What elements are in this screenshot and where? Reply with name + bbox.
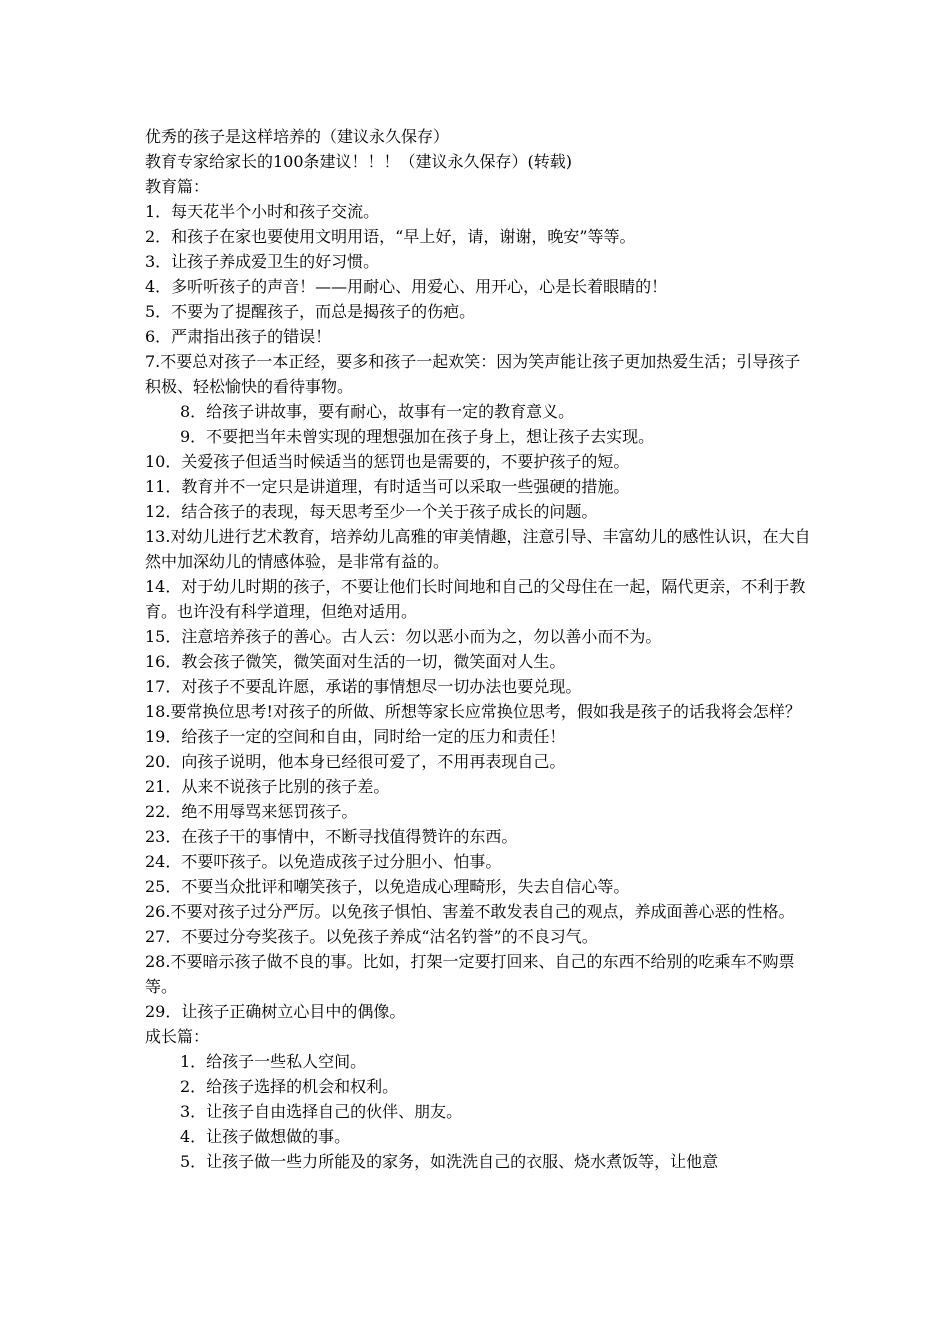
growth-item: 2．给孩子选择的机会和权利。 bbox=[180, 1077, 399, 1096]
education-item: 13.对幼儿进行艺术教育，培养幼儿高雅的审美情趣，注意引导、丰富幼儿的感性认识，在大自然中加深幼儿的情感体验，是非常有益的。 bbox=[145, 527, 811, 571]
education-item: 2．和孩子在家也要使用文明用语，“早上好，请，谢谢，晚安”等等。 bbox=[145, 227, 636, 246]
education-item: 5．不要为了提醒孩子，而总是揭孩子的伤疤。 bbox=[145, 302, 476, 321]
growth-item: 4．让孩子做想做的事。 bbox=[180, 1127, 351, 1146]
education-item: 11．教育并不一定只是讲道理，有时适当可以采取一些强硬的措施。 bbox=[145, 477, 630, 496]
education-item: 7.不要总对孩子一本正经，要多和孩子一起欢笑：因为笑声能让孩子更加热爱生活；引导孩子积极、轻松愉快的看待事物。 bbox=[145, 352, 801, 396]
education-item: 14．对于幼儿时期的孩子，不要让他们长时间地和自己的父母住在一起，隔代更亲，不利于教育。也许没有科学道理，但绝对适用。 bbox=[145, 577, 806, 621]
education-item: 1．每天花半个小时和孩子交流。 bbox=[145, 202, 380, 221]
education-item: 28.不要暗示孩子做不良的事。比如，打架一定要打回来、自己的东西不给别的吃乘车不购票等。 bbox=[145, 952, 795, 996]
section-heading-education: 教育篇： bbox=[145, 177, 210, 196]
section-heading-growth: 成长篇： bbox=[145, 1027, 210, 1046]
education-item: 12．结合孩子的表现，每天思考至少一个关于孩子成长的问题。 bbox=[145, 502, 598, 521]
document-page bbox=[145, 124, 815, 1174]
growth-item: 3．让孩子自由选择自己的伙伴、朋友。 bbox=[180, 1102, 463, 1121]
education-item: 10．关爱孩子但适当时候适当的惩罚也是需要的，不要护孩子的短。 bbox=[145, 452, 630, 471]
education-item: 16．教会孩子微笑，微笑面对生活的一切，微笑面对人生。 bbox=[145, 652, 566, 671]
education-item: 26.不要对孩子过分严厉。以免孩子惧怕、害羞不敢发表自己的观点，养成面善心恶的性格。 bbox=[145, 902, 795, 921]
education-item: 9．不要把当年未曾实现的理想强加在孩子身上，想让孩子去实现。 bbox=[180, 427, 655, 446]
education-item: 20．向孩子说明，他本身已经很可爱了，不用再表现自己。 bbox=[145, 752, 566, 771]
growth-item: 5．让孩子做一些力所能及的家务，如洗洗自己的衣服、烧水煮饭等，让他意 bbox=[180, 1152, 719, 1171]
education-item: 4．多听听孩子的声音！——用耐心、用爱心、用开心，心是长着眼睛的！ bbox=[145, 277, 668, 296]
document-subtitle: 教育专家给家长的100条建议！！！（建议永久保存）(转载) bbox=[145, 152, 573, 171]
growth-item: 1．给孩子一些私人空间。 bbox=[180, 1052, 367, 1071]
education-item: 23．在孩子干的事情中，不断寻找值得赞许的东西。 bbox=[145, 827, 518, 846]
education-item: 15．注意培养孩子的善心。古人云：勿以恶小而为之，勿以善小而不为。 bbox=[145, 627, 662, 646]
education-item: 27．不要过分夸奖孩子。以免孩子养成“沽名钓誉”的不良习气。 bbox=[145, 927, 598, 946]
education-item: 6．严肃指出孩子的错误！ bbox=[145, 327, 332, 346]
education-item: 25．不要当众批评和嘲笑孩子，以免造成心理畸形，失去自信心等。 bbox=[145, 877, 630, 896]
education-item: 24．不要吓孩子。以免造成孩子过分胆小、怕事。 bbox=[145, 852, 502, 871]
education-item: 22．绝不用辱骂来惩罚孩子。 bbox=[145, 802, 358, 821]
education-item: 18.要常换位思考!对孩子的所做、所想等家长应常换位思考，假如我是孩子的话我将会怎样？ bbox=[145, 702, 801, 721]
education-item: 29．让孩子正确树立心目中的偶像。 bbox=[145, 1002, 406, 1021]
education-item: 3．让孩子养成爱卫生的好习惯。 bbox=[145, 252, 380, 271]
document-title: 优秀的孩子是这样培养的（建议永久保存） bbox=[145, 127, 450, 146]
education-item: 19．给孩子一定的空间和自由，同时给一定的压力和责任！ bbox=[145, 727, 566, 746]
education-item: 8．给孩子讲故事，要有耐心，故事有一定的教育意义。 bbox=[180, 402, 575, 421]
education-item: 17．对孩子不要乱许愿，承诺的事情想尽一切办法也要兑现。 bbox=[145, 677, 582, 696]
education-item: 21．从来不说孩子比别的孩子差。 bbox=[145, 777, 390, 796]
